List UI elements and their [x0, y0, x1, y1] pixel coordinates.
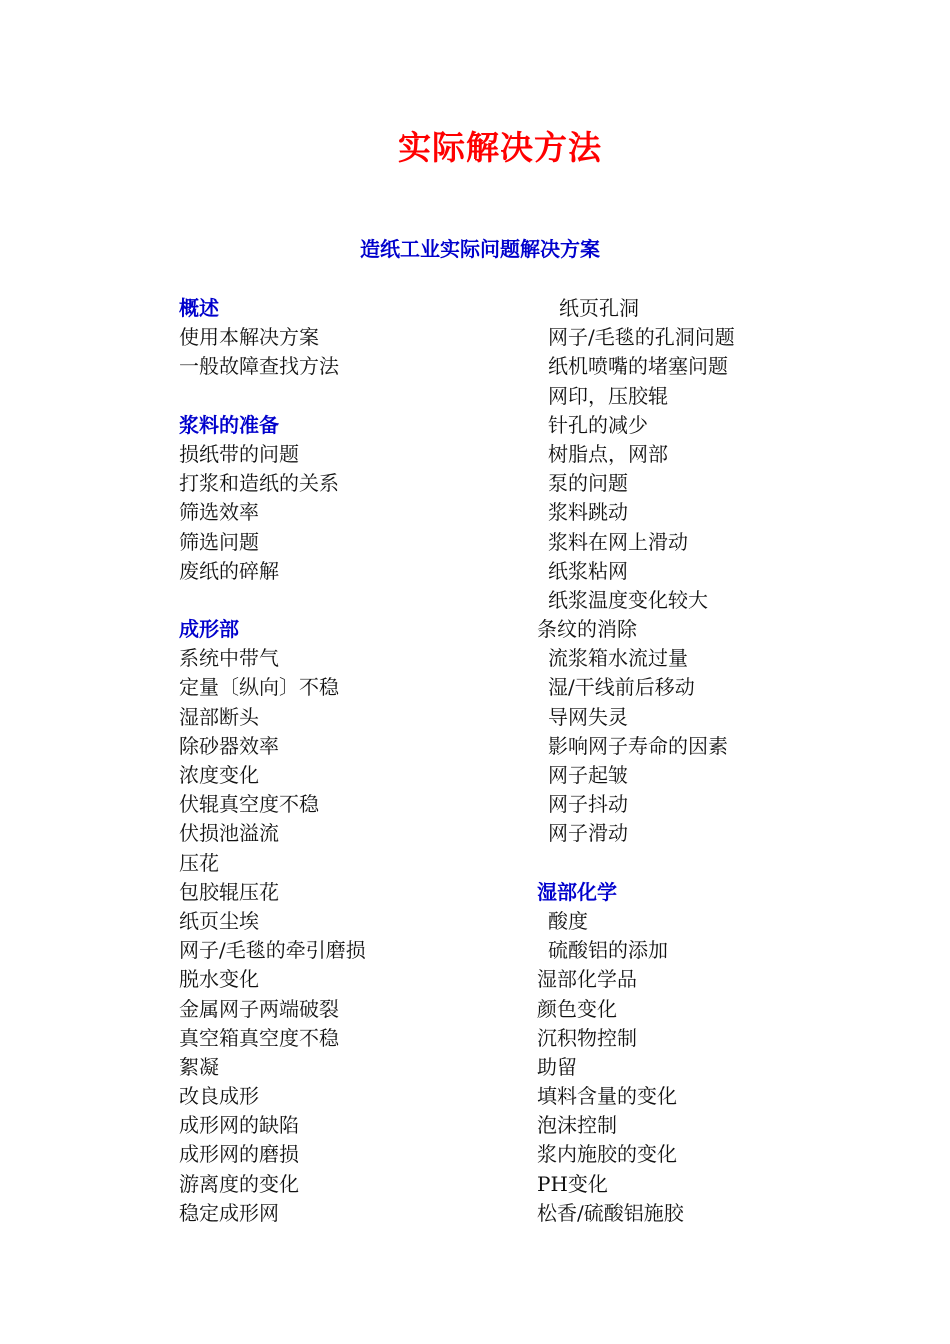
- list-item: 沉积物控制: [537, 1025, 637, 1050]
- list-item: 树脂点，网部: [548, 441, 668, 466]
- right-column: [537, 294, 897, 1228]
- list-item: 泡沫控制: [537, 1113, 617, 1138]
- list-item: 成形网的缺陷: [179, 1113, 299, 1138]
- list-item: 网子滑动: [548, 821, 628, 846]
- list-item: 网子/毛毯的牵引磨损: [179, 938, 366, 963]
- list-item: 伏损池溢流: [179, 821, 279, 846]
- list-item: 湿/干线前后移动: [548, 675, 695, 700]
- list-item: 条纹的消除: [537, 617, 637, 642]
- spacer: [179, 382, 539, 411]
- list-item: 酸度: [548, 908, 588, 933]
- list-item: 网印，压胶辊: [548, 383, 668, 408]
- left-column: [179, 294, 539, 1228]
- list-item: 除砂器效率: [179, 733, 279, 758]
- list-item: 助留: [537, 1054, 577, 1079]
- spacer: [179, 586, 539, 615]
- list-item: 筛选效率: [179, 500, 259, 525]
- spacer: [537, 849, 897, 878]
- list-item: 硫酸铝的添加: [548, 938, 668, 963]
- page-title: 实际解决方法: [398, 128, 602, 167]
- list-item: 网子/毛毯的孔洞问题: [548, 325, 735, 350]
- list-item: 湿部断头: [179, 704, 259, 729]
- list-item: 导网失灵: [548, 704, 628, 729]
- section-heading-forming: 成形部: [179, 617, 239, 642]
- list-item: 网子抖动: [548, 792, 628, 817]
- list-item: 浓度变化: [179, 763, 259, 787]
- list-item: 泵的问题: [548, 471, 628, 496]
- list-item: 纸机喷嘴的堵塞问题: [548, 354, 728, 379]
- list-item: 稳定成形网: [179, 1200, 279, 1225]
- list-item: 打浆和造纸的关系: [179, 471, 339, 496]
- list-item: 金属网子两端破裂: [179, 996, 339, 1021]
- section-heading-stock-prep: 浆料的准备: [179, 412, 279, 437]
- list-item: 纸浆粘网: [548, 558, 628, 583]
- list-item: 纸页孔洞: [559, 296, 639, 320]
- list-item: 一般故障查找方法: [179, 354, 339, 379]
- list-item: 废纸的碎解: [179, 558, 279, 583]
- list-item: 浆内施胶的变化: [537, 1142, 677, 1167]
- list-item: 浆料跳动: [548, 500, 628, 525]
- list-item: PH变化: [537, 1171, 608, 1196]
- list-item: 湿部化学品: [537, 967, 637, 992]
- page-subtitle: 造纸工业实际问题解决方案: [360, 237, 600, 261]
- list-item: 针孔的减少: [548, 412, 648, 437]
- list-item: 影响网子寿命的因素: [548, 733, 728, 758]
- list-item: 压花: [179, 850, 219, 875]
- list-item: 流浆箱水流过量: [548, 646, 688, 671]
- list-item: 颜色变化: [537, 996, 617, 1021]
- list-item: 包胶辊压花: [179, 879, 279, 904]
- list-item: 系统中带气: [179, 646, 279, 671]
- list-item: 损纸带的问题: [179, 441, 299, 466]
- list-item: 改良成形: [179, 1084, 259, 1109]
- list-item: 填料含量的变化: [537, 1084, 677, 1109]
- list-item: 松香/硫酸铝施胶: [537, 1200, 684, 1225]
- list-item: 定量〔纵向〕不稳: [179, 675, 339, 700]
- list-item: 真空箱真空度不稳: [179, 1025, 339, 1050]
- section-heading-wet-end-chemistry: 湿部化学: [537, 879, 617, 904]
- list-item: 纸浆温度变化较大: [548, 587, 708, 612]
- list-item: 筛选问题: [179, 529, 259, 554]
- section-heading-overview: 概述: [179, 296, 219, 320]
- list-item: 网子起皱: [548, 763, 628, 787]
- list-item: 游离度的变化: [179, 1171, 299, 1196]
- list-item: 成形网的磨损: [179, 1142, 299, 1167]
- list-item: 浆料在网上滑动: [548, 529, 688, 554]
- list-item: 伏辊真空度不稳: [179, 792, 319, 817]
- list-item: 脱水变化: [179, 967, 259, 992]
- list-item: 纸页尘埃: [179, 908, 259, 933]
- list-item: 使用本解决方案: [179, 325, 319, 350]
- list-item: 絮凝: [179, 1054, 219, 1079]
